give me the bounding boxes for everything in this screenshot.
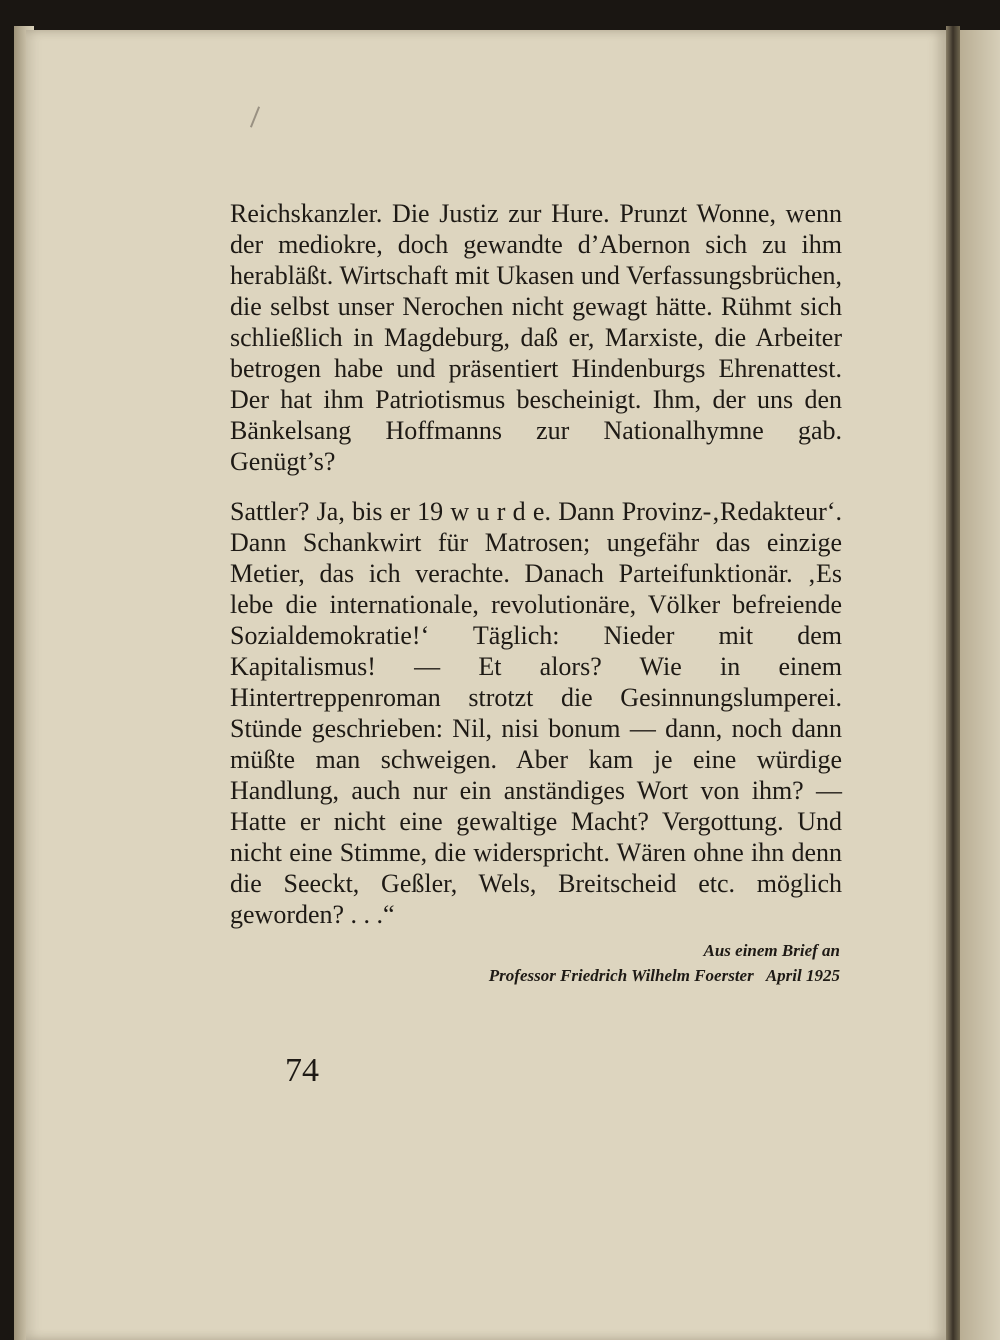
next-page-edge (960, 30, 1000, 1340)
book-gutter (946, 26, 960, 1340)
page-number: 74 (285, 1052, 319, 1089)
body-paragraph-1: Reichskanzler. Die Justiz zur Hure. Prunzt Wonne, wenn der mediokre, doch gewandte d’Abernon sich zu ihm herabläßt. Wirtschaft mit Ukasen und Verfassungsbrüchen, die selbst unser Nerochen nicht gewagt hätte. Rühmt sich schließlich in Magdeburg, daß er, Marxiste, die Arbeiter betrogen habe und präsentiert Hindenburgs Ehrenattest. Der hat ihm Patriotismus bescheinigt. Ihm, der uns den Bänkelsang Hoffmanns zur Nationalhymne gab. Genügt’s? (230, 199, 842, 476)
body-paragraph-2: Sattler? Ja, bis er 19 w u r d e. Dann Provinz-‚Redakteur‘. Dann Schankwirt für Matrosen; ungefähr das einzige Metier, das ich verachte. Danach Parteifunktionär. ‚Es lebe die internationale, revolutionäre, Völker befreiende Sozialdemokratie!‘ Täglich: Nieder mit dem Kapitalismus! — Et alors? Wie in einem Hintertreppenroman strotzt die Gesinnungslumperei. Stünde geschrieben: Nil, nisi bonum — dann, noch dann müßte man schweigen. Aber kam je eine würdige Handlung, auch nur ein anständiges Wort von ihm? — Hatte er nicht eine gewaltige Macht? Vergottung. Und nicht eine Stimme, die widerspricht. Wären ohne ihn denn die Seeckt, Geßler, Wels, Breitscheid etc. möglich geworden? . . .“ (230, 497, 842, 929)
source-attribution-line-2: Professor Friedrich Wilhelm Foerster April 1925 (488, 966, 840, 985)
source-attribution-line-1: Aus einem Brief an (703, 941, 840, 960)
